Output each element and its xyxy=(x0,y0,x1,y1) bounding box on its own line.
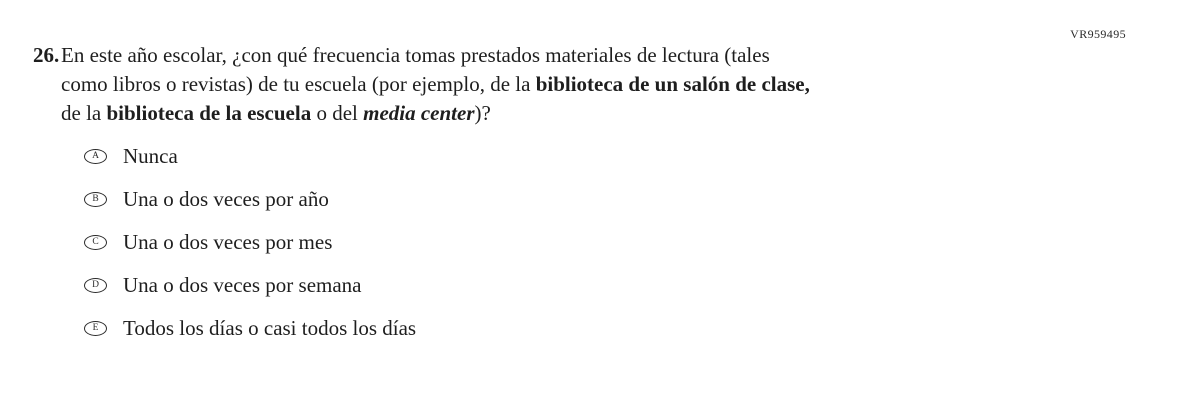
answer-bubble-a[interactable] xyxy=(84,149,107,164)
option-row-c[interactable] xyxy=(84,228,1183,257)
question-text-segment: como libros o revistas) de tu escuela (por ejemplo, de la xyxy=(61,72,536,96)
question-text-segment: )? xyxy=(474,101,491,125)
bubble-letter: D xyxy=(92,279,99,290)
form-code: VR959495 xyxy=(1070,27,1126,41)
question-text-segment: de la xyxy=(61,101,107,125)
answer-bubble-b[interactable] xyxy=(84,192,107,207)
option-row-e[interactable] xyxy=(84,314,1183,343)
question-line-2 xyxy=(61,70,810,99)
option-row-d[interactable] xyxy=(84,271,1183,300)
bubble-letter: E xyxy=(92,322,99,333)
question-text xyxy=(61,41,810,128)
bubble-letter: A xyxy=(92,150,99,161)
option-label-b: Una o dos veces por año xyxy=(123,187,329,211)
option-label-c: Una o dos veces por mes xyxy=(123,230,333,254)
answer-bubble-d[interactable] xyxy=(84,278,107,293)
question-text-segment-bold-italic: media center xyxy=(363,101,475,125)
question-line-1 xyxy=(61,41,810,70)
question-text-segment: o del xyxy=(311,101,364,125)
bubble-letter: B xyxy=(92,193,99,204)
option-label-a: Nunca xyxy=(123,144,178,168)
option-label-d: Una o dos veces por semana xyxy=(123,273,362,297)
answer-bubble-e[interactable] xyxy=(84,321,107,336)
question-number: 26. xyxy=(33,43,60,67)
answer-options xyxy=(84,142,1183,343)
bubble-letter: C xyxy=(92,236,99,247)
answer-bubble-c[interactable] xyxy=(84,235,107,250)
option-row-b[interactable] xyxy=(84,185,1183,214)
question-line-3 xyxy=(61,99,810,128)
question-text-segment-bold: biblioteca de la escuela xyxy=(106,101,312,125)
option-label-e: Todos los días o casi todos los días xyxy=(123,316,417,340)
question-text-segment-bold: biblioteca de un salón de clase, xyxy=(535,72,810,96)
question-text-segment: En este año escolar, ¿con qué frecuencia tomas prestados materiales de lectura (tales xyxy=(61,43,770,67)
option-row-a[interactable] xyxy=(84,142,1183,171)
question-block xyxy=(33,41,1183,128)
